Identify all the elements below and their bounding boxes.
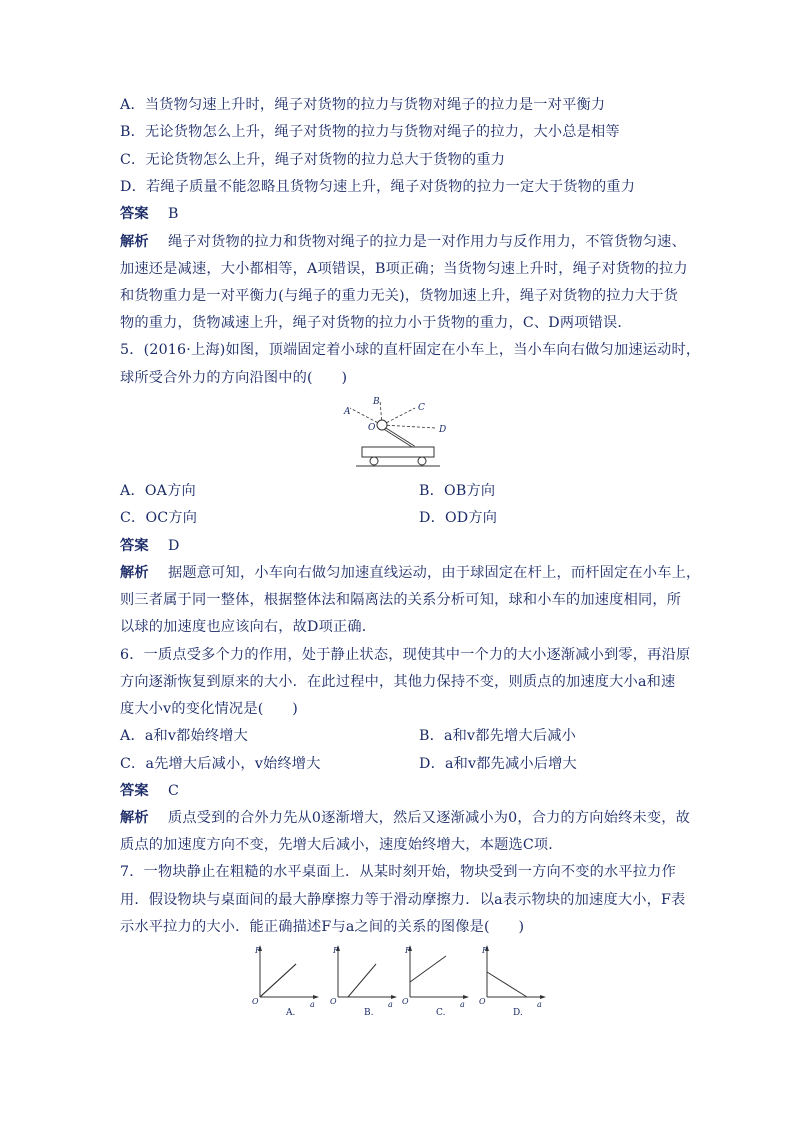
answer-value: C xyxy=(168,783,180,799)
graph-b-x-label: a xyxy=(388,1000,393,1009)
q4-answer xyxy=(120,204,179,224)
q5-option-a: A．OA方向 xyxy=(120,483,196,499)
q4-option-d: D．若绳子质量不能忽略且货物匀速上升，绳子对货物的拉力一定大于货物的重力 xyxy=(120,179,636,195)
q6-stem-line-3: 度大小v的变化情况是( ) xyxy=(120,701,298,717)
graph-a-x-label: a xyxy=(310,1000,315,1009)
q6-option-b: B．a和v都先增大后减小 xyxy=(419,728,576,744)
graph-c-origin: O xyxy=(402,997,409,1006)
q4-explain-line-2: 加速还是减速，大小都相等，A项错误，B项正确；当货物匀速上升时，绳子对货物的拉力 xyxy=(120,261,688,277)
q7-stem-line-3: 示水平拉力的大小．能正确描述F与a之间的关系的图像是( ) xyxy=(120,919,525,935)
q4-explain-line-4: 物的重力，货物减速上升，绳子对货物的拉力小于货物的重力，C、D两项错误． xyxy=(120,315,632,331)
graph-a-y-label: F xyxy=(255,946,261,955)
q6-option-c: C．a先增大后减小，v始终增大 xyxy=(120,756,321,772)
figure-label-a: A xyxy=(344,407,351,417)
q6-explain-line-2: 质点的加速度方向不变，先增大后减小，速度始终增大，本题选C项． xyxy=(120,837,563,853)
graph-c-x-label: a xyxy=(460,1000,465,1009)
figure-label-d: D xyxy=(439,425,447,435)
graph-c-caption: C. xyxy=(436,1008,446,1018)
q5-option-d: D．OD方向 xyxy=(419,510,498,526)
q5-option-b: B．OB方向 xyxy=(419,483,496,499)
q5-explain-line-3: 以球的加速度也应该向右，故D项正确． xyxy=(120,619,377,635)
explain-label: 解析 xyxy=(120,234,149,250)
q7-stem-line-1: 7．一物块静止在粗糙的水平桌面上．从某时刻开始，物块受到一方向不变的水平拉力作 xyxy=(120,864,676,880)
explain-text: 据题意可知，小车向右做匀加速直线运动，由于球固定在杆上，而杆固定在小车上， xyxy=(168,565,701,581)
q7-graph-b xyxy=(328,942,403,1017)
q5-stem-line-1: 5．(2016·上海)如图，顶端固定着小球的直杆固定在小车上，当小车向右做匀加速运动时， xyxy=(120,342,701,358)
q7-stem-line-2: 用．假设物块与桌面间的最大静摩擦力等于滑动摩擦力．以a表示物块的加速度大小，F表 xyxy=(120,892,686,908)
figure-label-b: B xyxy=(373,397,380,407)
answer-value: D xyxy=(168,538,180,554)
q5-option-c: C．OC方向 xyxy=(120,510,198,526)
graph-d-caption: D. xyxy=(513,1008,523,1018)
q7-graph-d xyxy=(477,942,552,1017)
q4-option-c: C．无论货物怎么上升，绳子对货物的拉力总大于货物的重力 xyxy=(120,152,506,168)
explain-label: 解析 xyxy=(120,810,149,826)
graph-b-y-label: F xyxy=(333,946,339,955)
explain-text: 质点受到的合外力先从0逐渐增大，然后又逐渐减小为0，合力的方向始终未变，故 xyxy=(168,810,691,826)
q6-explain-line-1 xyxy=(120,808,690,828)
q5-cart-figure xyxy=(340,390,450,470)
explain-text: 绳子对货物的拉力和货物对绳子的拉力是一对作用力与反作用力，不管货物匀速、 xyxy=(168,234,686,250)
q5-answer xyxy=(120,536,180,556)
graph-a-caption: A. xyxy=(286,1008,296,1018)
q5-stem-line-2: 球所受合外力的方向沿图中的( ) xyxy=(120,370,348,386)
graph-d-origin: O xyxy=(479,997,486,1006)
graph-a-origin: O xyxy=(252,997,259,1006)
graph-d-y-label: F xyxy=(482,946,488,955)
answer-value: B xyxy=(168,206,179,222)
q4-option-a: A．当货物匀速上升时，绳子对货物的拉力与货物对绳子的拉力是一对平衡力 xyxy=(120,97,606,113)
answer-label: 答案 xyxy=(120,783,149,799)
q6-option-a: A．a和v都始终增大 xyxy=(120,728,249,744)
figure-label-c: C xyxy=(418,403,425,413)
q6-option-d: D．a和v都先减小后增大 xyxy=(419,756,577,772)
q4-option-b: B．无论货物怎么上升，绳子对货物的拉力与货物对绳子的拉力，大小总是相等 xyxy=(120,124,620,140)
graph-d-x-label: a xyxy=(537,1000,542,1009)
q6-stem-line-2: 方向逐渐恢复到原来的大小．在此过程中，其他力保持不变，则质点的加速度大小a和速 xyxy=(120,674,676,690)
graph-b-caption: B. xyxy=(364,1008,374,1018)
q5-explain-line-1 xyxy=(120,563,700,583)
q7-graph-c xyxy=(400,942,475,1017)
graph-b-origin: O xyxy=(330,997,337,1006)
answer-label: 答案 xyxy=(120,206,149,222)
q5-explain-line-2: 则三者属于同一整体，根据整体法和隔离法的关系分析可知，球和小车的加速度相同，所 xyxy=(120,592,682,608)
q6-answer xyxy=(120,781,179,801)
q4-explain-line-3: 和货物重力是一对平衡力(与绳子的重力无关)，货物加速上升，绳子对货物的拉力大于货 xyxy=(120,288,679,304)
graph-c-y-label: F xyxy=(405,946,411,955)
explain-label: 解析 xyxy=(120,565,149,581)
q7-graph-a xyxy=(250,942,325,1017)
figure-label-o: O xyxy=(368,423,376,433)
q6-stem-line-1: 6．一质点受多个力的作用，处于静止状态，现使其中一个力的大小逐渐减小到零，再沿原 xyxy=(120,647,691,663)
answer-label: 答案 xyxy=(120,538,149,554)
q4-explain-line-1 xyxy=(120,232,686,252)
